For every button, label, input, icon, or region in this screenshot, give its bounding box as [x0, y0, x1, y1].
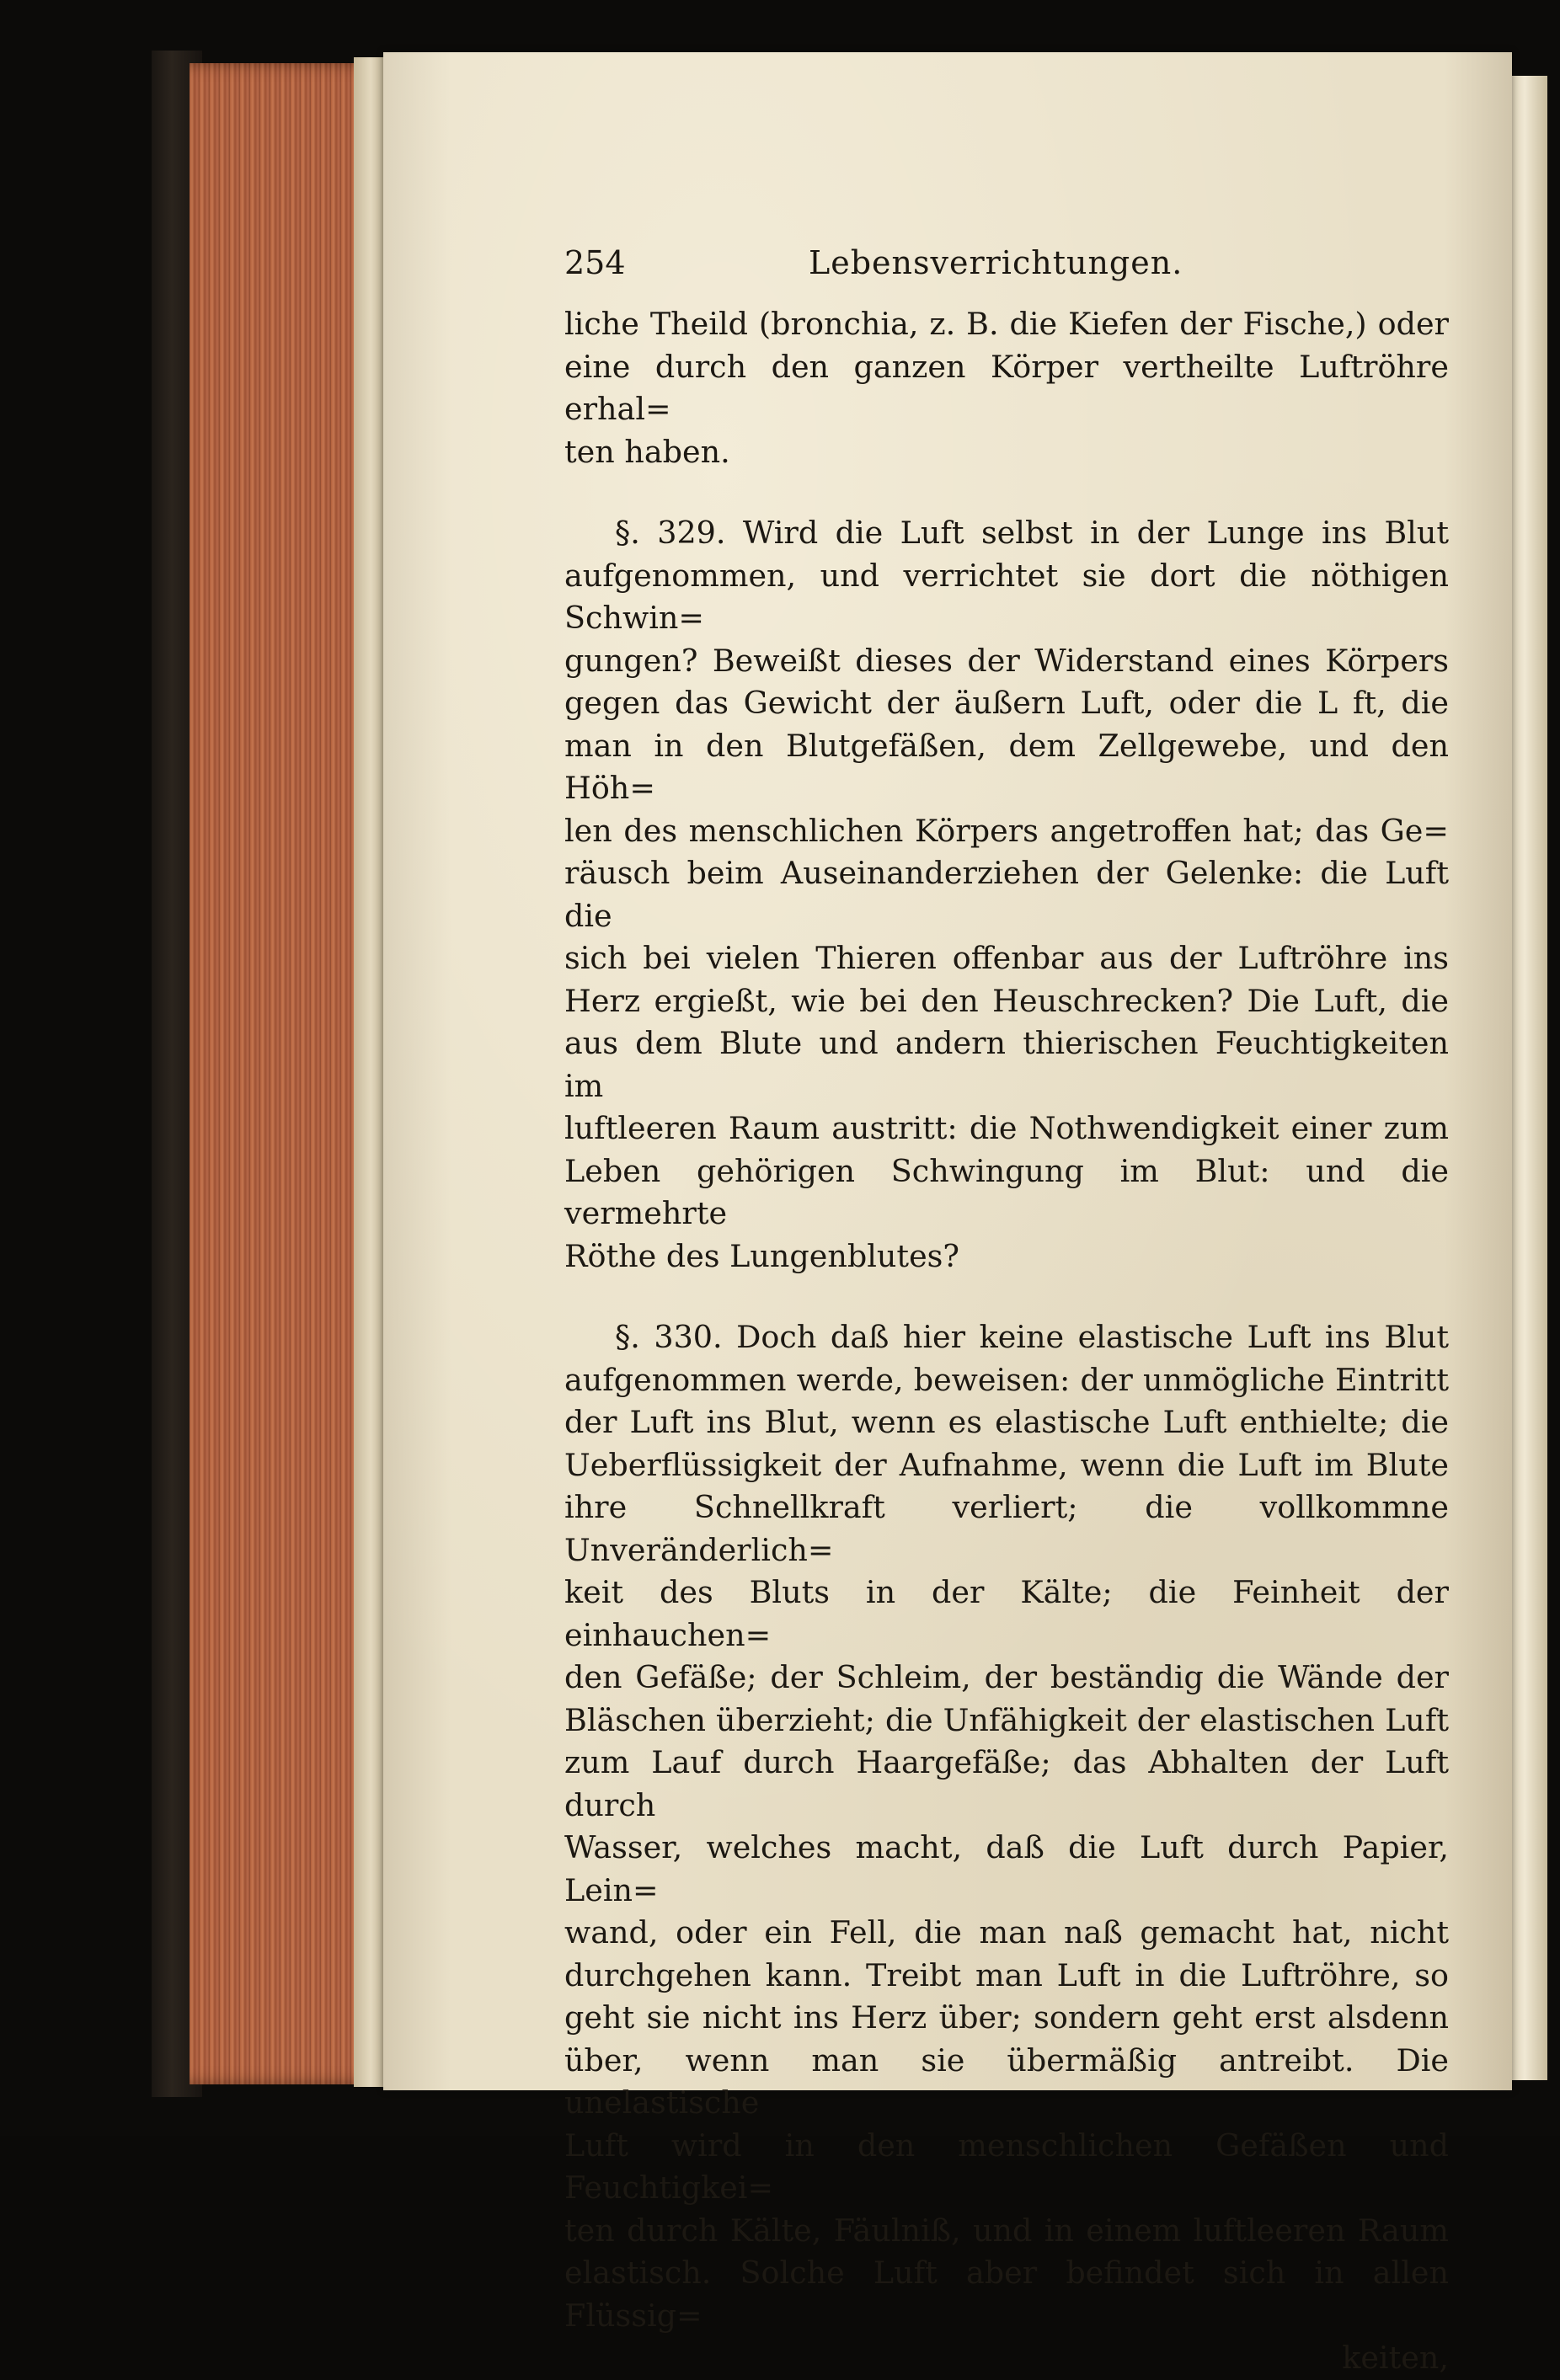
catchword: keiten,	[1342, 2340, 1449, 2376]
text-line: len des menschlichen Körpers angetroffen hat; das Ge=	[564, 812, 1449, 849]
text-line: über, wenn man sie übermäßig antreibt. Die unelastische	[564, 2041, 1449, 2121]
facing-page-edge	[1509, 76, 1547, 2080]
text-line: Leben gehörigen Schwingung im Blut: und die vermehrte	[564, 1152, 1449, 1231]
text-line: Röthe des Lungenblutes?	[564, 1237, 959, 1274]
text-line: aus dem Blute und andern thierischen Feuchtigkeiten im	[564, 1025, 1449, 1104]
text-line: Wasser, welches macht, daß die Luft durch Papier, Lein=	[564, 1829, 1449, 1908]
text-line: gegen das Gewicht der äußern Luft, oder die L ft, die	[564, 685, 1449, 721]
text-line: Bläschen überzieht; die Unfähigkeit der elastischen Luft	[564, 1701, 1449, 1738]
text-line: den Gefäße; der Schleim, der beständig die Wände der	[564, 1659, 1449, 1695]
paragraph-spacer	[564, 473, 1449, 512]
text-line: Luft wird in den menschlichen Gefäßen und Feuchtigkei=	[564, 2127, 1449, 2206]
text-line: geht sie nicht ins Herz über; sondern geht erst alsdenn	[564, 1999, 1449, 2036]
paragraph-330	[564, 1316, 1449, 2380]
text-line: eine durch den ganzen Körper vertheilte Luftröhre erhal=	[564, 348, 1449, 427]
text-line: liche Theild (bronchia, z. B. die Kiefen der Fische,) oder	[564, 306, 1449, 342]
text-line: luftleeren Raum austritt: die Nothwendigkeit einer zum	[564, 1110, 1449, 1146]
text-line: §. 329. Wird die Luft selbst in der Lunge ins Blut	[615, 515, 1449, 551]
text-line: Ueberflüssigkeit der Aufnahme, wenn die Luft im Blute	[564, 1446, 1449, 1483]
text-line: zum Lauf durch Haargefäße; das Abhalten der Luft durch	[564, 1744, 1449, 1823]
text-line: der Luft ins Blut, wenn es elastische Luft enthielte; die	[564, 1404, 1449, 1440]
paragraph-spacer	[564, 1278, 1449, 1316]
text-line: aufgenommen werde, beweisen: der unmögliche Eintritt	[564, 1361, 1449, 1398]
running-head-title: Lebensverrichtungen.	[809, 244, 1183, 281]
text-line: sich bei vielen Thieren offenbar aus der Luftröhre ins	[564, 940, 1449, 976]
page-number: 254	[564, 244, 626, 281]
text-line: gungen? Beweißt dieses der Widerstand eines Körpers	[564, 642, 1449, 679]
text-line: ten durch Kälte, Fäulniß, und in einem luftleeren Raum	[564, 2212, 1449, 2249]
text-line: Herz ergießt, wie bei den Heuschrecken? Die Luft, die	[564, 982, 1449, 1019]
text-line: ihre Schnellkraft verliert; die vollkommne Unveränderlich=	[564, 1489, 1449, 1568]
text-line: §. 330. Doch daß hier keine elastische Luft ins Blut	[615, 1319, 1449, 1355]
paragraph-continuation	[564, 303, 1449, 473]
text-line: keit des Bluts in der Kälte; die Feinheit der einhauchen=	[564, 1574, 1449, 1653]
text-line: ten haben.	[564, 433, 730, 470]
text-line: durchgehen kann. Treibt man Luft in die Luftröhre, so	[564, 1956, 1449, 1993]
page-gutter	[354, 57, 387, 2087]
text-line: aufgenommen, und verrichtet sie dort die nöthigen Schwin=	[564, 557, 1449, 636]
text-line: wand, oder ein Fell, die man naß gemacht hat, nicht	[564, 1914, 1449, 1950]
page-text	[564, 244, 1449, 2380]
text-line: elastisch. Solche Luft aber befindet sich in allen Flüssig=	[564, 2255, 1449, 2334]
running-head	[564, 244, 1449, 303]
paragraph-329	[564, 512, 1449, 1278]
text-line: räusch beim Auseinanderziehen der Gelenke: die Luft die	[564, 855, 1449, 934]
text-line: man in den Blutgefäßen, dem Zellgewebe, und den Höh=	[564, 727, 1449, 806]
